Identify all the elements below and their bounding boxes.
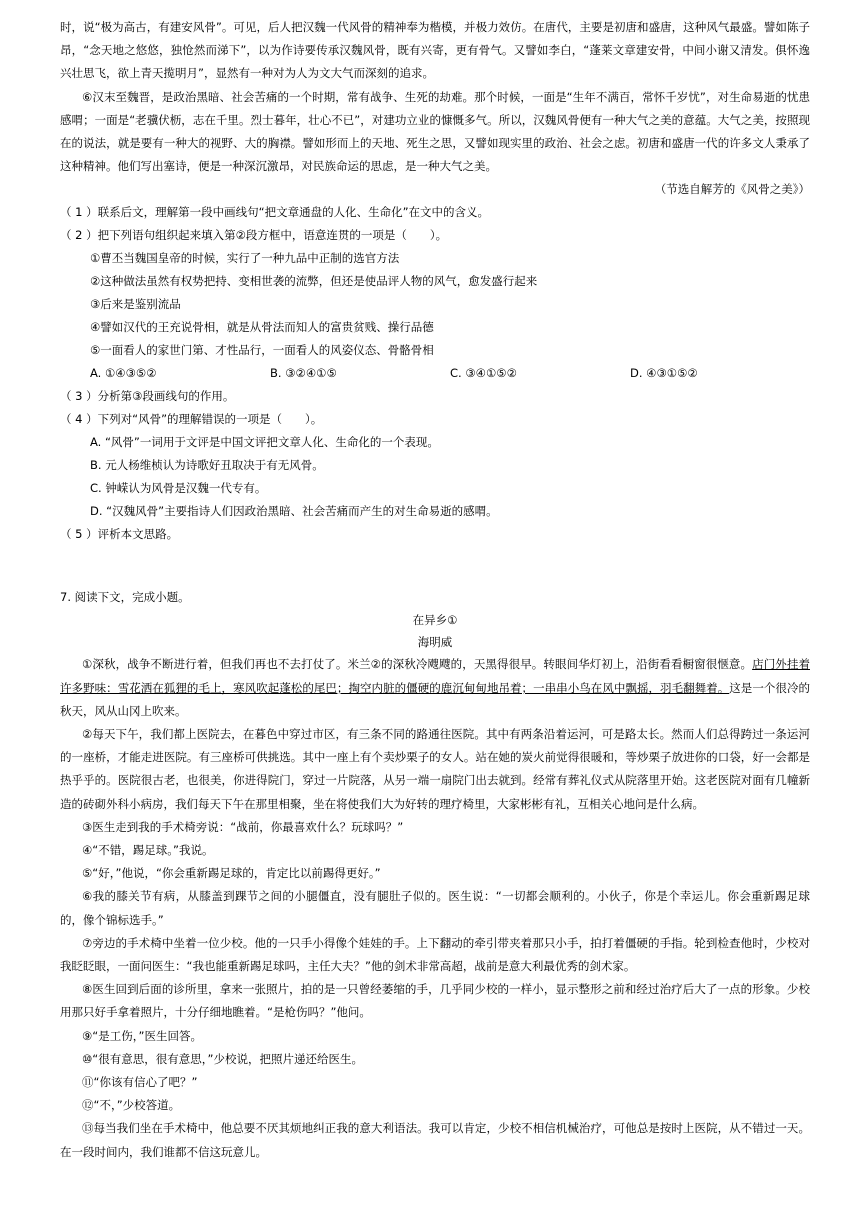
story-p1-end: 这是一个很冷的秋天，风从山冈上吹来。 [60,680,810,718]
q2-option-a[interactable]: A. ①④③⑤② [90,366,157,381]
q2-option-d[interactable]: D. ④③①⑤② [630,366,698,381]
question-5: （ 5 ）评析本文思路。 [60,527,179,542]
q2-item-1: ①曹丕当魏国皇帝的时候，实行了一种九品中正制的选官方法 [90,251,400,266]
story-author: 海明威 [417,635,453,650]
story-paragraph-8: ⑧医生回到后面的诊所里，拿来一张照片，拍的是一只曾经萎缩的手，几乎同少校的一样小，显示整形之前和经过治疗后大了一点的形象。少校用那只好手拿着照片，十分仔细地瞧着。“是枪伤吗？”他问。 [60,982,810,1020]
story-paragraph-1 [60,653,810,723]
q4-option-d[interactable]: D. “汉魏风骨”主要指诗人们因政治黑暗、社会苦痛而产生的对生命易逝的感喟。 [90,504,498,519]
story-paragraph-2: ②每天下午，我们都上医院去，在暮色中穿过市区，有三条不同的路通往医院。其中有两条沿着运河，可是路太长。然而人们总得跨过一条运河的一座桥，才能走进医院。有三座桥可供挑选。其中一座上有个卖炒栗子的女人。站在她的炭火前觉得很暖和，等炒栗子放进你的口袋，好一会都是热乎乎的。医院很古老，也很美，你进得院门，穿过一片院落，从另一端一扇院门出去就到。经常有葬礼仪式从院落里开始。这老医院对面有几幢新造的砖砌外科小病房，我们每天下午在那里相聚，坐在将使我们大为好转的理疗椅里，大家彬彬有礼，互相关心地问是什么病。 [60,727,810,811]
q2-options [60,362,810,385]
story-p1-start: ①深秋，战争不断进行着，但我们再也不去打仗了。米兰②的深秋冷飕飕的，天黑得很早。转眼间华灯初上，沿街看看橱窗很惬意。 [82,657,753,672]
story-p1-underlined: 店门外挂着许多野味：雪花洒在狐狸的毛上，寒风吹起蓬松的尾巴；掏空内脏的僵硬的鹿沉甸甸地吊着；一串串小鸟在风中飘摇，羽毛翻舞着。 [60,657,810,695]
story-paragraph-9: ⑨“是工伤，”医生回答。 [82,1028,202,1043]
story-paragraph-10: ⑩“很有意思，很有意思，”少校说，把照片递还给医生。 [82,1051,363,1066]
q2-item-2: ②这种做法虽然有权势把持、变相世袭的流弊，但还是使品评人物的风气，愈发盛行起来 [90,274,538,289]
story-paragraph-5: ⑤“好，”他说，“你会重新踢足球的，肯定比以前踢得更好。” [82,866,381,881]
q2-option-b[interactable]: B. ③②④①⑤ [270,366,337,381]
question-7-prompt: 7. 阅读下文，完成小题。 [60,590,190,605]
document-page [60,16,810,1164]
story-paragraph-12: ⑫“不，”少校答道。 [82,1098,181,1113]
q4-option-a[interactable]: A. “风骨”一词用于文评是中国文评把文章人化、生命化的一个表现。 [90,435,439,450]
story-paragraph-7: ⑦旁边的手术椅中坐着一位少校。他的一只手小得像个娃娃的手。上下翻动的牵引带夹着那只小手，拍打着僵硬的手指。轮到检查他时，少校对我眨眨眼，一面问医生：“我也能重新踢足球吗，主任大夫？”他的剑术非常高超，战前是意大利最优秀的剑术家。 [60,935,810,974]
story-paragraph-4: ④“不错，踢足球。”我说。 [82,843,214,858]
q2-item-5: ⑤一面看人的家世门第、才性品行，一面看人的风姿仪态、骨骼骨相 [90,343,434,358]
story-paragraph-3: ③医生走到我的手术椅旁说：“战前，你最喜欢什么？玩球吗？” [82,819,404,834]
essay-paragraph-5-continued: 时，说“极为高古，有建安风骨”。可见，后人把汉魏一代风骨的精神奉为楷模，并极力效仿。在唐代，主要是初唐和盛唐，这种风气最盛。譬如陈子昂，“念天地之悠悠，独怆然而涕下”，以为作诗要传承汉魏风骨，既有兴寄，更有骨气。又譬如李白，“蓬莱文章建安骨，中间小谢又清发。俱怀逸兴壮思飞，欲上青天揽明月”，显然有一种对为人为文大气而深刻的追求。 [60,20,810,81]
story-paragraph-6: ⑥我的膝关节有病，从膝盖到踝节之间的小腿僵直，没有腿肚子似的。医生说：“一切都会顺利的。小伙子，你是个幸运儿。你会重新踢足球的，像个锦标选手。” [60,889,810,927]
q2-item-4: ④譬如汉代的王充说骨相，就是从骨法而知人的富贵贫贱、操行品德 [90,320,434,335]
question-3: （ 3 ）分析第③段画线句的作用。 [60,389,235,404]
q2-option-c[interactable]: C. ③④①⑤② [450,366,517,381]
section-gap [60,546,810,586]
question-4: （ 4 ）下列对“风骨”的理解错误的一项是（ ）。 [60,412,323,427]
q4-option-b[interactable]: B. 元人杨维桢认为诗歌好丑取决于有无风骨。 [90,458,324,473]
q4-option-c[interactable]: C. 钟嵘认为风骨是汉魏一代专有。 [90,481,267,496]
essay-paragraph-6: ⑥汉末至魏晋，是政治黑暗、社会苦痛的一个时期，常有战争、生死的劫难。那个时候，一面是“生年不满百，常怀千岁忧”，对生命易逝的忧患感喟；一面是“老骥伏枥，志在千里。烈士暮年，壮心不已”，对建功立业的慷慨多气。所以，汉魏风骨便有一种大气之美的意蕴。大气之美，按照现在的说法，就是要有一种大的视野、大的胸襟。譬如形而上的天地、死生之思，又譬如现实里的政治、社会之虑。初唐和盛唐一代的许多文人秉承了这种精神。他们写出塞诗，便是一种深沉激昂，对民族命运的思虑，是一种大气之美。 [60,89,810,174]
question-2: （ 2 ）把下列语句组织起来填入第②段方框中，语意连贯的一项是（ ）。 [60,228,448,243]
q2-item-3: ③后来是鉴别流品 [90,297,181,312]
story-paragraph-13: ⑬每当我们坐在手术椅中，他总要不厌其烦地纠正我的意大利语法。我可以肯定，少校不相信机械治疗，可他总是按时上医院，从不错过一天。在一段时间内，我们谁都不信这玩意儿。 [60,1121,810,1159]
story-title: 在异乡① [412,613,458,628]
question-1: （ 1 ）联系后文，理解第一段中画线句“把文章通盘的人化、生命化”在文中的含义。 [60,205,490,220]
essay-source: （节选自解芳的《风骨之美》） [654,182,810,197]
story-paragraph-11: ⑪“你该有信心了吧？” [82,1075,198,1090]
